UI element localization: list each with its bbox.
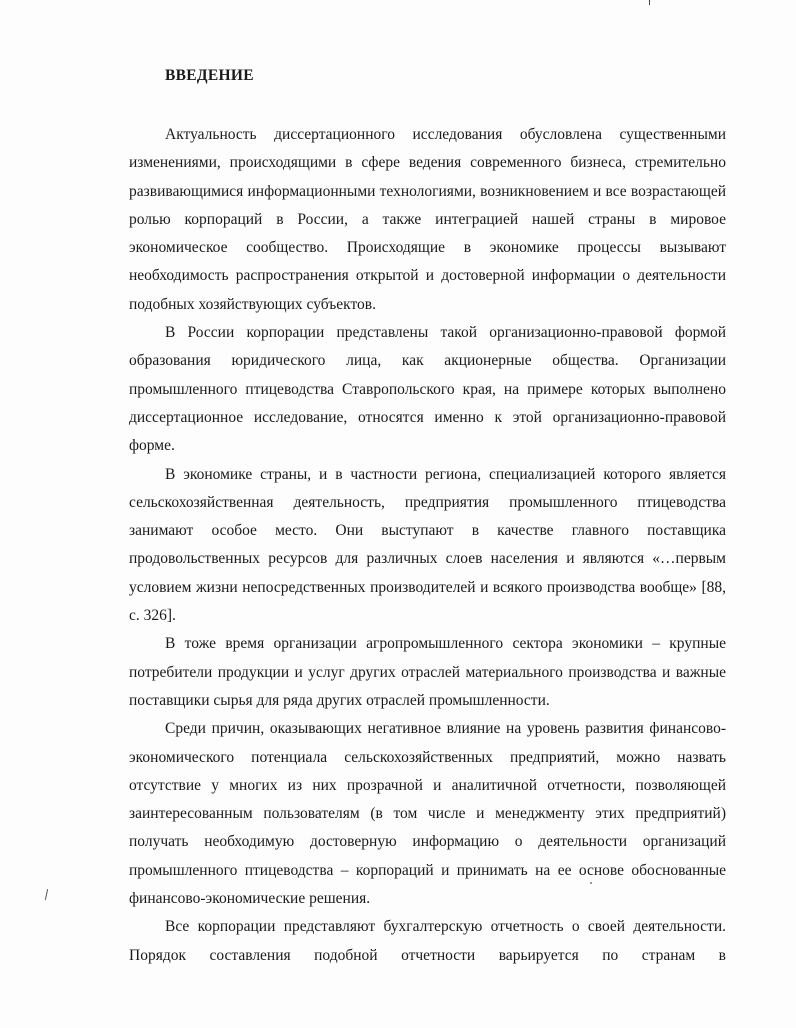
- body-text: [129, 121, 726, 970]
- paragraph-agro-sector: В тоже время организации агропромышленного сектора экономики – крупные потребители продукции и услуг других отраслей материального производства и важные поставщики сырья для ряда других отраслей промышленности.: [129, 635, 726, 709]
- paragraph-reporting: Все корпорации представляют бухгалтерскую отчетность о своей деятельности. Порядок составления подобной отчетности варьируется по странам в: [129, 918, 726, 964]
- section-heading: ВВЕДЕНИЕ: [165, 67, 254, 84]
- page-edge-mark: [649, 0, 650, 5]
- paragraph-relevance: Актуальность диссертационного исследования обусловлена существенными изменениями, происходящими в сфере ведения современного бизнеса, стремительно развивающимися информационными технологиями, возникновением и все возрастающей ролью корпораций в России, а также интеграцией нашей страны в мировое экономическое сообщество. Происходящие в экономике процессы вызывают необходимость распространения открытой и достоверной информации о деятельности подобных хозяйствующих субъектов.: [129, 126, 726, 313]
- paragraph-corporations: В России корпорации представлены такой организационно-правовой формой образования юридического лица, как акционерные общества. Организации промышленного птицеводства Ставропольского края, на примере которых выполнено диссертационное исследование, относятся именно к этой организационно-правовой форме.: [129, 324, 726, 455]
- margin-mark: [45, 889, 48, 900]
- paragraph-reasons: Среди причин, оказывающих негативное влияние на уровень развития финансово-экономического потенциала сельскохозяйственных предприятий, можно назвать отсутствие у многих из них прозрачной и аналитичной отчетности, позволяющей заинтересованным пользователям (в том числе и менеджменту этих предприятий) получать необходимую достоверную информацию о деятельности организаций промышленного птицеводства – корпораций и принимать на ее основе обоснованные финансово-экономические решения.: [129, 720, 726, 908]
- paragraph-economy: В экономике страны, и в частности региона, специализацией которого является сельскохозяйственная деятельность, предприятия промышленного птицеводства занимают особое место. Они выступают в качестве главного поставщика продовольственных ресурсов для различных слоев населения и являются «…первым условием жизни непосредственных производителей и всякого производства вообще» [88, с. 326].: [129, 465, 726, 625]
